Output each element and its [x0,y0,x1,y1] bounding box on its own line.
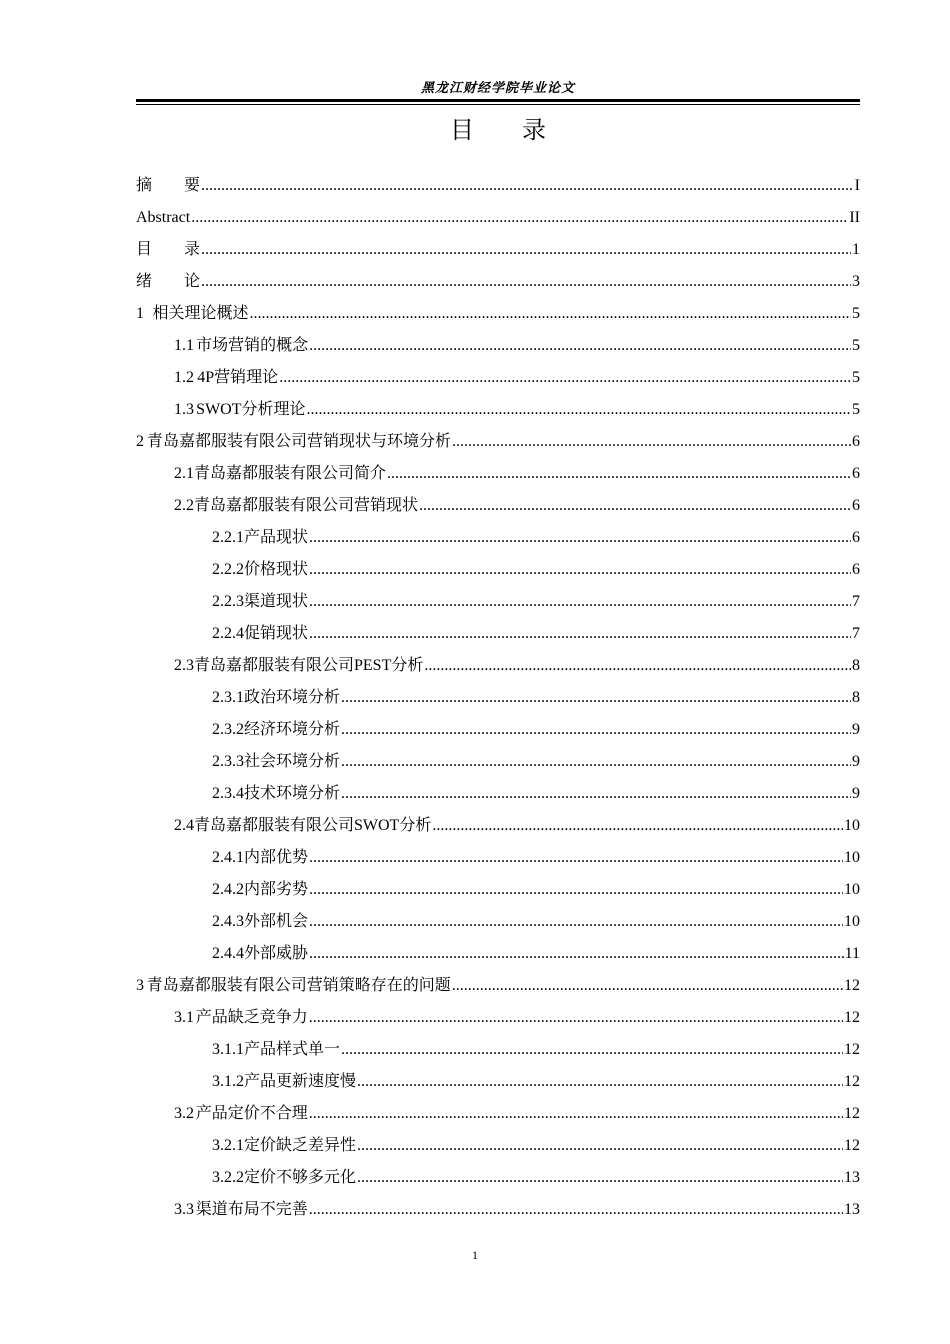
toc-entry[interactable] [136,1130,860,1162]
toc-entry-label: 目 录 [136,241,201,258]
toc-leader [309,330,851,362]
toc-entry-label: 内部劣势 [244,881,309,898]
toc-entry-page: 13 [844,1169,860,1186]
toc-entry-page: 12 [844,1009,860,1026]
toc-entry-label: 外部机会 [244,913,309,930]
toc-entry-number: 3 [136,977,144,994]
toc-entry-number: 1.3 [174,401,194,418]
toc-entry-page: 5 [852,369,860,386]
toc-entry-label: 青岛嘉都服装有限公司PEST分析 [194,657,424,674]
toc-leader [419,490,851,522]
toc-entry[interactable] [136,522,860,554]
toc-entry[interactable] [136,1066,860,1098]
toc-entry-number: 3.2.2 [212,1169,244,1186]
toc-entry-page: 6 [852,529,860,546]
toc-entry-number: 1.2 [174,369,194,386]
toc-leader [357,1066,843,1098]
toc-title [136,116,860,146]
toc-leader [309,1098,843,1130]
toc-entry-page: 10 [844,881,860,898]
toc-leader [341,778,851,810]
toc-entry-number: 1 [136,305,144,322]
toc-entry[interactable] [136,234,860,266]
toc-entry-label: 经济环境分析 [244,721,341,738]
toc-entry-number: 2.4.2 [212,881,244,898]
toc-entry-label: 渠道布局不完善 [195,1201,308,1218]
toc-entry-page: 12 [844,1137,860,1154]
toc-entry-label: 青岛嘉都服装有限公司营销现状 [194,497,419,514]
page-number: 1 [472,1248,478,1262]
toc-entry-page: 8 [852,689,860,706]
toc-entry-page: I [854,177,860,194]
toc-entry[interactable] [136,650,860,682]
toc-entry-label: 内部优势 [244,849,309,866]
toc-leader [201,234,851,266]
toc-entry[interactable] [136,1034,860,1066]
toc-entry-label: Abstract [136,209,191,226]
toc-leader [309,554,851,586]
toc-entry[interactable] [136,362,860,394]
toc-leader [357,1162,843,1194]
toc-entry-label: 绪 论 [136,273,201,290]
toc-leader [387,458,851,490]
toc-entry-page: 12 [844,1041,860,1058]
toc-entry-number: 2.4 [174,817,194,834]
toc-entry-number: 2 [136,433,144,450]
toc-entry[interactable] [136,1098,860,1130]
toc-entry[interactable] [136,746,860,778]
toc-entry[interactable] [136,426,860,458]
toc-entry[interactable] [136,202,860,234]
toc-entry-number: 2.2.3 [212,593,244,610]
toc-entry-page: 11 [844,945,860,962]
toc-entry-label: 青岛嘉都服装有限公司简介 [194,465,387,482]
toc-entry-label: 市场营销的概念 [196,337,309,354]
toc-entry-page: II [849,209,860,226]
toc-entry[interactable] [136,586,860,618]
toc-entry-page: 9 [852,753,860,770]
toc-entry-label: 青岛嘉都服装有限公司营销策略存在的问题 [146,977,451,994]
toc-entry-number: 2.1 [174,465,194,482]
toc-entry-number: 2.3.2 [212,721,244,738]
toc-entry-number: 3.2.1 [212,1137,244,1154]
toc-entry[interactable] [136,970,860,1002]
toc-entry-label: 产品样式单一 [244,1041,341,1058]
toc-leader [309,522,851,554]
toc-title-char-2: 录 [522,118,546,144]
toc-entry-number: 2.3.1 [212,689,244,706]
toc-leader [341,1034,843,1066]
toc-entry-page: 6 [852,497,860,514]
toc-leader [341,714,851,746]
toc-entry-label: 摘 要 [136,177,201,194]
toc-title-char-1: 目 [450,118,474,144]
toc-leader [309,618,851,650]
toc-entry-number: 2.3 [174,657,194,674]
toc-entry-number: 2.2.1 [212,529,244,546]
toc-entry[interactable] [136,810,860,842]
toc-entry-page: 10 [844,817,860,834]
toc-leader [309,938,844,970]
toc-leader [279,362,851,394]
toc-entry-number: 2.2.4 [212,625,244,642]
toc-entry-label: 社会环境分析 [244,753,341,770]
toc-entry[interactable] [136,778,860,810]
toc-entry[interactable] [136,874,860,906]
toc-entry[interactable] [136,170,860,202]
toc-entry-page: 5 [852,305,860,322]
toc-leader [191,202,848,234]
toc-entry[interactable] [136,554,860,586]
toc-entry-label: 相关理论概述 [152,305,249,322]
toc-entry-label: 促销现状 [244,625,309,642]
toc-entry-number: 2.4.1 [212,849,244,866]
toc-entry[interactable] [136,618,860,650]
toc-leader [309,906,843,938]
toc-entry-number: 3.1 [174,1009,194,1026]
toc-entry[interactable] [136,714,860,746]
toc-entry-label: 产品定价不合理 [195,1105,308,1122]
toc-entry-page: 12 [844,977,860,994]
toc-entry[interactable] [136,266,860,298]
toc-leader [309,874,843,906]
toc-entry-page: 7 [852,625,860,642]
table-of-contents [136,170,860,1226]
toc-entry[interactable] [136,330,860,362]
toc-leader [452,426,851,458]
toc-entry-page: 3 [852,273,860,290]
toc-entry-page: 6 [852,433,860,450]
toc-entry-label: 外部威胁 [244,945,309,962]
toc-entry-number: 3.2 [174,1105,194,1122]
toc-entry[interactable] [136,298,860,330]
toc-entry-page: 10 [844,913,860,930]
toc-entry[interactable] [136,394,860,426]
toc-entry-number: 3.1.1 [212,1041,244,1058]
header-rule-thin [136,104,860,105]
toc-entry-page: 12 [844,1073,860,1090]
toc-leader [309,1002,843,1034]
toc-leader [341,746,851,778]
toc-entry[interactable] [136,682,860,714]
toc-entry-label: 定价不够多元化 [244,1169,357,1186]
toc-entry-label: 产品缺乏竞争力 [195,1009,308,1026]
toc-entry-page: 5 [852,401,860,418]
toc-entry-page: 9 [852,785,860,802]
toc-entry-label: 4P营销理论 [197,369,279,386]
toc-entry-label: 渠道现状 [244,593,309,610]
toc-leader [341,682,851,714]
toc-entry-label: 青岛嘉都服装有限公司SWOT分析 [194,817,432,834]
toc-leader [357,1130,843,1162]
toc-leader [307,394,851,426]
toc-entry-number: 2.2.2 [212,561,244,578]
toc-leader [424,650,851,682]
toc-entry[interactable] [136,1002,860,1034]
toc-entry-label: 产品现状 [244,529,309,546]
toc-leader [201,170,854,202]
header-rule-thick [136,99,860,102]
toc-leader [432,810,843,842]
toc-entry[interactable] [136,938,860,970]
toc-leader [201,266,851,298]
toc-entry-page: 6 [852,561,860,578]
toc-entry-number: 3.1.2 [212,1073,244,1090]
toc-entry[interactable] [136,1194,860,1226]
toc-entry-number: 3.3 [174,1201,194,1218]
toc-entry-page: 7 [852,593,860,610]
toc-entry-number: 2.3.3 [212,753,244,770]
toc-entry-label: 定价缺乏差异性 [244,1137,357,1154]
toc-leader [309,1194,843,1226]
toc-entry-label: SWOT分析理论 [196,401,306,418]
running-header: 黑龙江财经学院毕业论文 [420,80,575,95]
toc-leader [452,970,843,1002]
toc-entry-page: 1 [852,241,860,258]
toc-entry-page: 6 [852,465,860,482]
toc-leader [250,298,851,330]
toc-entry-page: 9 [852,721,860,738]
toc-entry-page: 13 [844,1201,860,1218]
toc-entry[interactable] [136,842,860,874]
toc-entry-label: 青岛嘉都服装有限公司营销现状与环境分析 [146,433,451,450]
toc-entry-number: 2.2 [174,497,194,514]
toc-entry-page: 10 [844,849,860,866]
toc-leader [309,842,843,874]
toc-entry[interactable] [136,906,860,938]
toc-entry[interactable] [136,1162,860,1194]
toc-entry-number: 2.3.4 [212,785,244,802]
toc-entry[interactable] [136,458,860,490]
toc-entry-page: 5 [852,337,860,354]
toc-entry-page: 8 [852,657,860,674]
toc-entry-number: 2.4.3 [212,913,244,930]
toc-entry[interactable] [136,490,860,522]
toc-entry-label: 技术环境分析 [244,785,341,802]
toc-entry-page: 12 [844,1105,860,1122]
toc-entry-label: 价格现状 [244,561,309,578]
toc-entry-number: 1.1 [174,337,194,354]
toc-leader [309,586,851,618]
toc-entry-label: 政治环境分析 [244,689,341,706]
toc-entry-number: 2.4.4 [212,945,244,962]
toc-entry-label: 产品更新速度慢 [244,1073,357,1090]
